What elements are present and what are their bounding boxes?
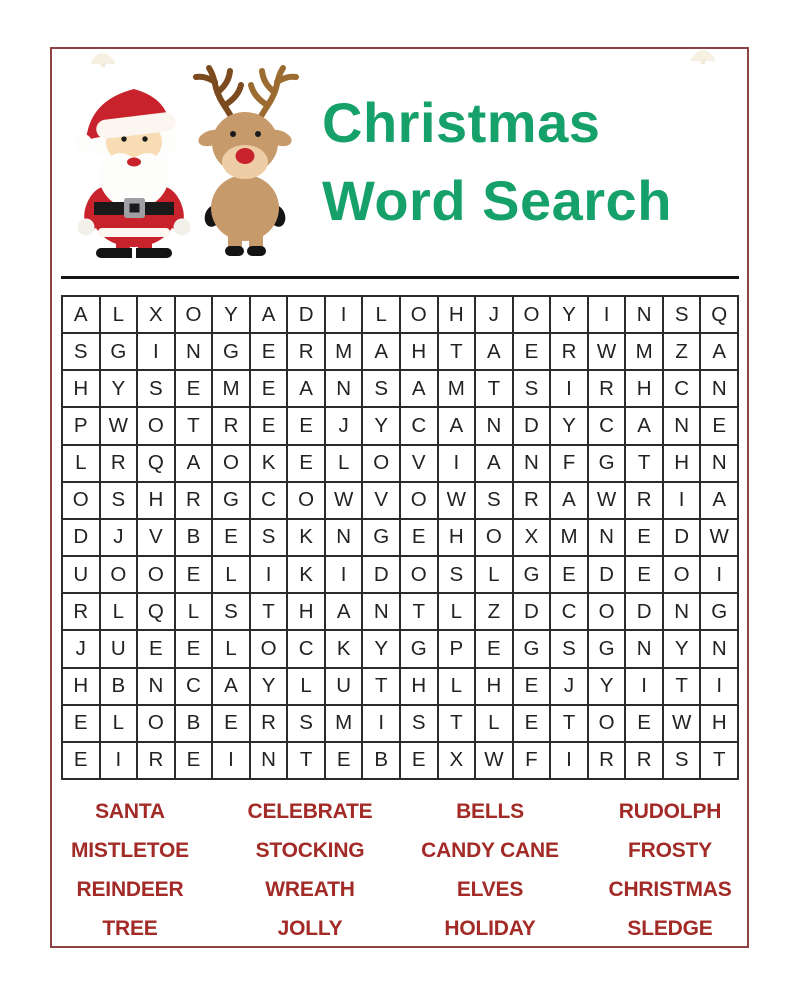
grid-cell: A [400,370,438,407]
grid-cell: B [175,705,213,742]
grid-cell: L [100,705,138,742]
grid-cell: L [438,593,476,630]
grid-cell: I [550,370,588,407]
word-list-item: SLEDGE [627,916,713,940]
grid-cell: H [700,705,738,742]
grid-cell: N [700,370,738,407]
grid-cell: Y [588,668,626,705]
grid-cell: L [212,556,250,593]
grid-cell: O [212,445,250,482]
grid-cell: L [438,668,476,705]
grid-cell: F [550,445,588,482]
grid-cell: R [175,482,213,519]
grid-cell: W [325,482,363,519]
grid-cell: A [700,482,738,519]
grid-cell: O [137,556,175,593]
grid-cell: A [212,668,250,705]
title-line-1: Christmas [322,91,601,154]
santa-icon [72,80,192,258]
grid-cell: E [212,519,250,556]
grid-cell: C [550,593,588,630]
word-list-row [40,870,760,909]
grid-cell: W [663,705,701,742]
grid-cell: H [400,333,438,370]
grid-cell: Y [362,630,400,667]
word-list-row [40,909,760,948]
grid-cell: I [325,296,363,333]
grid-cell: R [625,742,663,779]
grid-cell: T [400,593,438,630]
grid-cell: M [438,370,476,407]
bell-icon [88,48,118,68]
grid-cell: I [325,556,363,593]
grid-cell: U [62,556,100,593]
grid-cell: N [175,333,213,370]
grid-cell: C [400,407,438,444]
grid-cell: Z [475,593,513,630]
grid-cell: W [438,482,476,519]
grid-cell: V [137,519,175,556]
grid-cell: N [700,630,738,667]
header-divider [61,276,739,279]
grid-cell: W [100,407,138,444]
grid-cell: T [175,407,213,444]
word-list-item: REINDEER [76,877,184,901]
word-list-row [40,831,760,870]
word-list-item: CHRISTMAS [608,877,732,901]
grid-cell: T [700,742,738,779]
grid-cell: N [325,519,363,556]
grid-cell: G [513,630,551,667]
page-title [322,84,742,240]
grid-cell: E [212,705,250,742]
grid-cell: O [137,407,175,444]
grid-cell: H [400,668,438,705]
grid-cell: N [513,445,551,482]
grid-cell: S [250,519,288,556]
grid-cell: O [175,296,213,333]
grid-cell: U [325,668,363,705]
grid-cell: T [475,370,513,407]
grid-cell: N [362,593,400,630]
grid-cell: F [513,742,551,779]
grid-cell: R [588,742,626,779]
grid-cell: E [175,630,213,667]
word-list-item: RUDOLPH [618,799,722,823]
grid-cell: E [250,407,288,444]
word-list-item: SANTA [95,799,165,823]
grid-cell: T [550,705,588,742]
grid-cell: O [362,445,400,482]
grid-cell: L [325,445,363,482]
grid-cell: I [700,556,738,593]
grid-cell: O [100,556,138,593]
grid-cell: O [250,630,288,667]
grid-cell: H [475,668,513,705]
word-list-item: ELVES [456,877,524,901]
grid-cell: H [438,519,476,556]
grid-cell: A [475,445,513,482]
grid-cell: D [588,556,626,593]
grid-cell: K [325,630,363,667]
grid-cell: M [212,370,250,407]
grid-cell: A [325,593,363,630]
grid-cell: L [287,668,325,705]
grid-cell: E [625,519,663,556]
grid-cell: Z [663,333,701,370]
reindeer-icon [183,58,307,258]
grid-cell: A [438,407,476,444]
grid-cell: O [513,296,551,333]
grid-cell: O [588,593,626,630]
word-list-item: JOLLY [277,916,343,940]
grid-cell: Y [212,296,250,333]
grid-cell: E [175,556,213,593]
word-list-item: CANDY CANE [421,838,559,862]
grid-cell: H [287,593,325,630]
grid-cell: S [400,705,438,742]
grid-cell: A [250,296,288,333]
grid-cell: P [62,407,100,444]
grid-cell: G [100,333,138,370]
grid-cell: T [362,668,400,705]
grid-cell: N [250,742,288,779]
grid-cell: I [700,668,738,705]
grid-cell: I [362,705,400,742]
grid-cell: V [400,445,438,482]
grid-cell: R [287,333,325,370]
grid-cell: X [513,519,551,556]
grid-cell: A [62,296,100,333]
grid-cell: Q [700,296,738,333]
grid-cell: L [100,593,138,630]
grid-cell: B [175,519,213,556]
grid-cell: S [663,742,701,779]
grid-cell: S [438,556,476,593]
grid-cell: L [175,593,213,630]
grid-cell: L [362,296,400,333]
word-list-item: FROSTY [628,838,712,862]
grid-cell: W [700,519,738,556]
grid-cell: H [625,370,663,407]
grid-cell: M [625,333,663,370]
grid-cell: I [550,742,588,779]
grid-cell: N [325,370,363,407]
grid-cell: Y [100,370,138,407]
grid-cell: E [513,668,551,705]
grid-cell: H [663,445,701,482]
grid-cell: K [287,556,325,593]
grid-cell: E [62,705,100,742]
grid-cell: E [513,333,551,370]
bell-icon [688,45,718,65]
word-list-item: CELEBRATE [247,799,373,823]
grid-cell: S [100,482,138,519]
grid-cell: G [212,333,250,370]
grid-cell: I [212,742,250,779]
grid-cell: D [62,519,100,556]
grid-cell: A [475,333,513,370]
grid-cell: V [362,482,400,519]
grid-cell: C [287,630,325,667]
grid-cell: C [588,407,626,444]
grid-cell: O [137,705,175,742]
word-list-item: HOLIDAY [444,916,536,940]
grid-cell: R [212,407,250,444]
grid-cell: O [663,556,701,593]
grid-cell: O [62,482,100,519]
grid-cell: O [400,482,438,519]
grid-cell: N [625,296,663,333]
grid-cell: P [438,630,476,667]
grid-cell: J [550,668,588,705]
grid-cell: X [438,742,476,779]
grid-cell: D [513,593,551,630]
grid-cell: S [287,705,325,742]
grid-cell: S [137,370,175,407]
grid-cell: E [175,742,213,779]
grid-cell: E [513,705,551,742]
grid-cell: D [663,519,701,556]
grid-cell: Q [137,593,175,630]
grid-cell: A [700,333,738,370]
grid-cell: H [62,668,100,705]
grid-cell: N [663,593,701,630]
grid-cell: O [400,296,438,333]
grid-cell: H [62,370,100,407]
grid-cell: M [325,333,363,370]
grid-cell: N [137,668,175,705]
grid-cell: T [663,668,701,705]
grid-cell: Y [550,407,588,444]
grid-cell: G [588,630,626,667]
grid-cell: T [287,742,325,779]
grid-cell: H [438,296,476,333]
grid-cell: E [625,556,663,593]
grid-cell: E [400,742,438,779]
grid-cell: L [100,296,138,333]
grid-cell: W [588,333,626,370]
grid-cell: C [175,668,213,705]
grid-cell: M [550,519,588,556]
grid-cell: J [62,630,100,667]
grid-cell: A [287,370,325,407]
grid-cell: K [250,445,288,482]
grid-cell: R [625,482,663,519]
grid-cell: S [362,370,400,407]
grid-cell: E [625,705,663,742]
grid-cell: A [625,407,663,444]
grid-cell: N [475,407,513,444]
grid-cell: D [625,593,663,630]
grid-cell: M [325,705,363,742]
grid-cell: C [250,482,288,519]
grid-cell: A [362,333,400,370]
grid-cell: O [588,705,626,742]
grid-cell: S [62,333,100,370]
word-list-item: STOCKING [255,838,365,862]
grid-cell: E [700,407,738,444]
grid-cell: I [100,742,138,779]
grid-cell: J [100,519,138,556]
grid-cell: E [250,333,288,370]
grid-cell: R [588,370,626,407]
grid-cell: E [400,519,438,556]
grid-cell: S [550,630,588,667]
grid-cell: J [475,296,513,333]
grid-cell: R [513,482,551,519]
grid-cell: K [287,519,325,556]
grid-cell: N [588,519,626,556]
grid-cell: G [362,519,400,556]
grid-cell: T [250,593,288,630]
grid-cell: L [212,630,250,667]
grid-cell: L [475,705,513,742]
word-list-item: BELLS [456,799,524,823]
grid-cell: G [212,482,250,519]
grid-cell: L [62,445,100,482]
grid-cell: O [287,482,325,519]
grid-cell: O [475,519,513,556]
word-list-row [40,792,760,831]
grid-cell: E [175,370,213,407]
grid-cell: W [475,742,513,779]
grid-cell: B [100,668,138,705]
puzzle-grid [61,295,739,780]
grid-cell: D [513,407,551,444]
grid-cell: E [325,742,363,779]
grid-cell: G [400,630,438,667]
word-list-item: WREATH [265,877,355,901]
grid-cell: Y [250,668,288,705]
grid-cell: S [475,482,513,519]
grid-cell: Y [550,296,588,333]
grid-cell: Q [137,445,175,482]
grid-cell: I [250,556,288,593]
grid-cell: H [137,482,175,519]
title-line-2: Word Search [322,169,672,232]
grid-cell: Y [362,407,400,444]
grid-cell: I [438,445,476,482]
grid-cell: R [137,742,175,779]
grid-cell: X [137,296,175,333]
grid-cell: E [475,630,513,667]
grid-cell: D [287,296,325,333]
grid-cell: N [700,445,738,482]
grid-cell: E [287,445,325,482]
grid-cell: C [663,370,701,407]
grid-cell: B [362,742,400,779]
grid-cell: I [625,668,663,705]
grid-cell: N [663,407,701,444]
grid-cell: T [625,445,663,482]
grid-cell: A [550,482,588,519]
grid-cell: R [250,705,288,742]
grid-cell: G [588,445,626,482]
word-list [40,792,760,948]
grid-cell: U [100,630,138,667]
grid-cell: G [513,556,551,593]
grid-cell: E [62,742,100,779]
grid-cell: S [663,296,701,333]
grid-cell: E [287,407,325,444]
grid-cell: D [362,556,400,593]
grid-cell: N [625,630,663,667]
grid-cell: I [663,482,701,519]
grid-cell: E [250,370,288,407]
word-list-item: MISTLETOE [71,838,189,862]
grid-cell: G [700,593,738,630]
grid-cell: L [475,556,513,593]
grid-cell: R [550,333,588,370]
grid-cell: E [137,630,175,667]
grid-cell: T [438,705,476,742]
grid-cell: A [175,445,213,482]
grid-cell: R [100,445,138,482]
grid-cell: E [550,556,588,593]
grid-cell: I [588,296,626,333]
grid-cell: T [438,333,476,370]
grid-cell: J [325,407,363,444]
grid-cell: S [212,593,250,630]
grid-cell: O [400,556,438,593]
grid-cell: W [588,482,626,519]
word-list-item: TREE [102,916,158,940]
grid-cell: I [137,333,175,370]
grid-cell: Y [663,630,701,667]
grid-cell: S [513,370,551,407]
grid-cell: R [62,593,100,630]
